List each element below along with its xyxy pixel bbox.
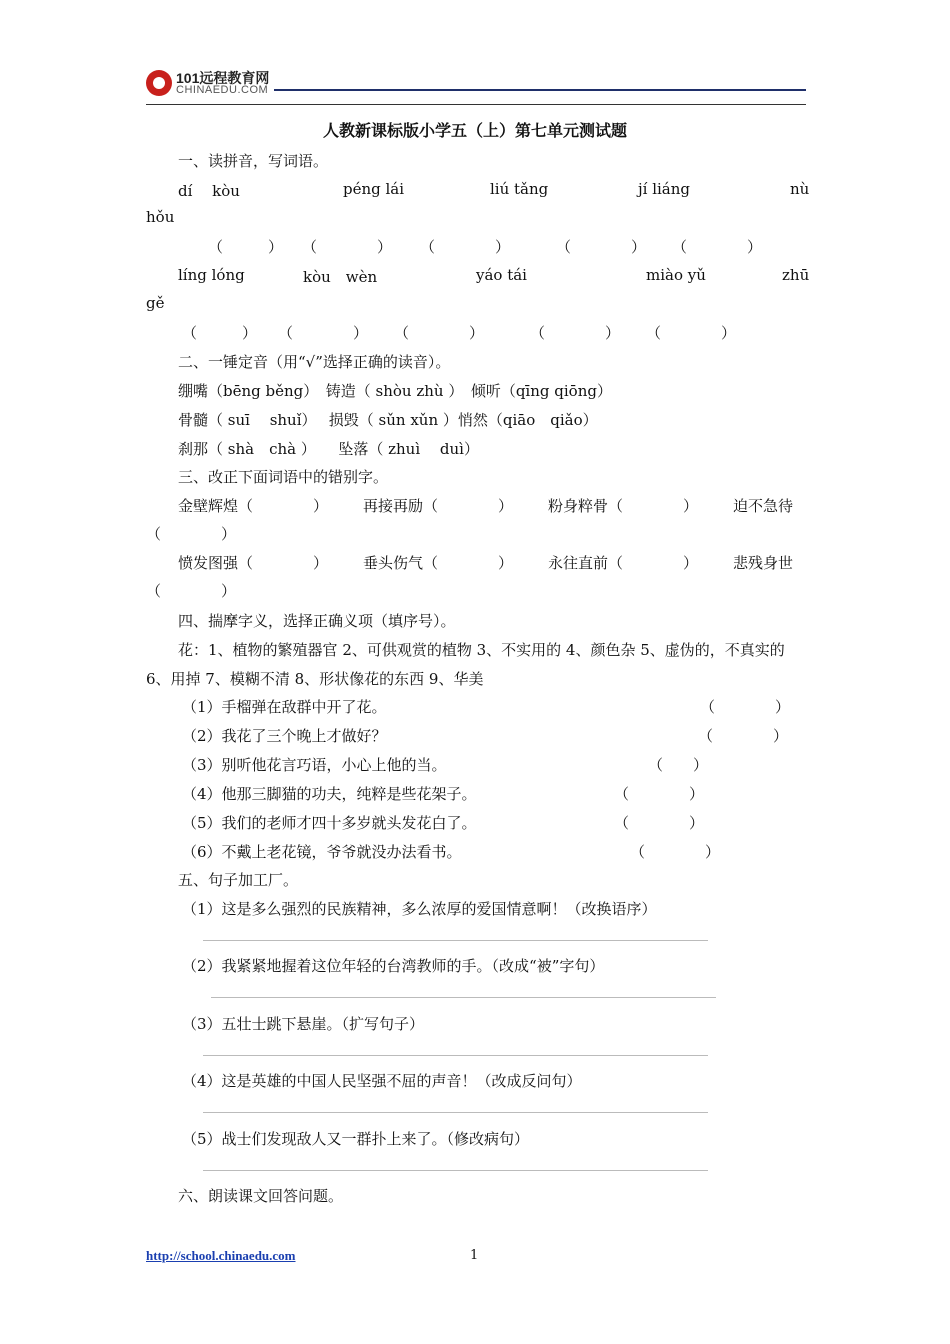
- s1-pinyin-5: nù: [790, 180, 810, 198]
- s4-item-1-blank[interactable]: （ ）: [700, 698, 791, 716]
- s1-pinyin-9: miào yǔ: [646, 266, 706, 284]
- s1-blank-1[interactable]: （ ）: [208, 238, 284, 256]
- s4-item-3: （3）别听他花言巧语，小心上他的当。: [182, 756, 447, 774]
- s1-pinyin-3: liú tǎng: [490, 180, 549, 198]
- s4-item-4-blank[interactable]: （ ）: [614, 785, 705, 803]
- s1-blank-5[interactable]: （ ）: [672, 238, 763, 256]
- answer-line-2[interactable]: [211, 997, 716, 998]
- s1-pinyin-4: jí liáng: [638, 180, 691, 198]
- s5-item-3: （3）五壮士跳下悬崖。（扩写句子）: [182, 1015, 425, 1033]
- answer-line-1[interactable]: [203, 940, 708, 941]
- s5-item-1: （1）这是多么强烈的民族精神，多么浓厚的爱国情意啊！（改换语序）: [182, 900, 657, 918]
- answer-line-3[interactable]: [203, 1055, 708, 1056]
- s2-heading: 二、一锤定音（用“√”选择正确的读音）。: [178, 353, 451, 371]
- s4-item-5: （5）我们的老师才四十多岁就头发花白了。: [182, 814, 477, 832]
- s4-def-line-2: 6、用掉 7、模糊不清 8、形状像花的东西 9、华美: [146, 670, 484, 688]
- s1-blank-2[interactable]: （ ）: [302, 238, 393, 256]
- s3-heading: 三、改正下面词语中的错别字。: [178, 468, 389, 486]
- s3-item-4-blank[interactable]: （ ）: [146, 525, 237, 543]
- s1-pinyin-6: líng lóng: [178, 266, 245, 284]
- s3-item-3[interactable]: 粉身粹骨（ ）: [548, 497, 699, 515]
- logo-icon: [146, 70, 172, 96]
- s1-blank-9[interactable]: （ ）: [530, 324, 621, 342]
- s1-pinyin-1: dí kòu: [178, 182, 240, 200]
- answer-line-4[interactable]: [203, 1112, 708, 1113]
- s4-item-5-blank[interactable]: （ ）: [614, 814, 705, 832]
- s1-heading: 一、读拼音，写词语。: [178, 152, 329, 170]
- s1-blank-8[interactable]: （ ）: [394, 324, 485, 342]
- s5-item-2: （2）我紧紧地握着这位年轻的台湾教师的手。（改成“被”字句）: [182, 957, 605, 975]
- s1-pinyin-wrap: hǒu: [146, 208, 175, 226]
- s1-blank-10[interactable]: （ ）: [646, 324, 737, 342]
- s2-line-1[interactable]: 绷嘴（bēng běng） 铸造（ shòu zhù ） 倾听（qīng qiōng）: [178, 382, 612, 400]
- s3-item-2[interactable]: 再接再励（ ）: [363, 497, 514, 515]
- s5-heading: 五、句子加工厂。: [178, 871, 299, 889]
- s4-item-1: （1）手榴弹在敌群中开了花。: [182, 698, 387, 716]
- s2-line-3[interactable]: 刹那（ shà chà ） 坠落（ zhuì duì）: [178, 440, 479, 458]
- s3-item-8: 悲残身世: [733, 554, 794, 572]
- s4-def-line-1: 花：1、植物的繁殖器官 2、可供观赏的植物 3、不实用的 4、颜色杂 5、虚伪的，不真实的: [178, 641, 785, 659]
- s3-item-7[interactable]: 永往直前（ ）: [548, 554, 699, 572]
- s1-pinyin-8: yáo tái: [476, 266, 527, 284]
- s1-blank-6[interactable]: （ ）: [182, 324, 258, 342]
- s5-item-4: （4）这是英雄的中国人民坚强不屈的声音！（改成反问句）: [182, 1072, 582, 1090]
- s4-item-2: （2）我花了三个晚上才做好？: [182, 727, 387, 745]
- s4-item-3-blank[interactable]: （ ）: [648, 756, 709, 774]
- s1-pinyin-10: zhū: [782, 266, 810, 284]
- s3-item-8-blank[interactable]: （ ）: [146, 582, 237, 600]
- footer-link[interactable]: http://school.chinaedu.com: [146, 1248, 296, 1263]
- s4-item-6-blank[interactable]: （ ）: [630, 843, 721, 861]
- s4-heading: 四、揣摩字义，选择正确义项（填序号）。: [178, 612, 456, 630]
- s3-item-5[interactable]: 愤发图强（ ）: [178, 554, 329, 572]
- s1-pinyin-7: kòu wèn: [303, 268, 378, 286]
- s6-heading: 六、朗读课文回答问题。: [178, 1187, 344, 1205]
- s1-blank-3[interactable]: （ ）: [420, 238, 511, 256]
- s3-item-4: 迫不急待: [733, 497, 794, 515]
- header-rule-thin: [146, 104, 806, 105]
- header-rule: [274, 89, 806, 91]
- s4-item-4: （4）他那三脚猫的功夫，纯粹是些花架子。: [182, 785, 477, 803]
- s4-item-6: （6）不戴上老花镜，爷爷就没办法看书。: [182, 843, 462, 861]
- s2-line-2[interactable]: 骨髓（ suī shuǐ） 损毁（ sǔn xǔn ）悄然（qiāo qiǎo）: [178, 411, 598, 429]
- s1-pinyin-2: péng lái: [343, 180, 405, 198]
- s3-item-6[interactable]: 垂头伤气（ ）: [363, 554, 514, 572]
- s3-item-1[interactable]: 金壁辉煌（ ）: [178, 497, 329, 515]
- s1-blank-7[interactable]: （ ）: [278, 324, 369, 342]
- page-number: 1: [470, 1248, 479, 1263]
- logo-domain: CHINAEDU.COM: [176, 84, 269, 96]
- logo-brand: 101远程教育网: [176, 70, 270, 86]
- page-title: 人教新课标版小学五（上）第七单元测试题: [322, 121, 627, 140]
- answer-line-5[interactable]: [203, 1170, 708, 1171]
- s1-pinyin-wrap-2: gě: [146, 294, 165, 312]
- s4-item-2-blank[interactable]: （ ）: [698, 727, 789, 745]
- s1-blank-4[interactable]: （ ）: [556, 238, 647, 256]
- s5-item-5: （5）战士们发现敌人又一群扑上来了。（修改病句）: [182, 1130, 530, 1148]
